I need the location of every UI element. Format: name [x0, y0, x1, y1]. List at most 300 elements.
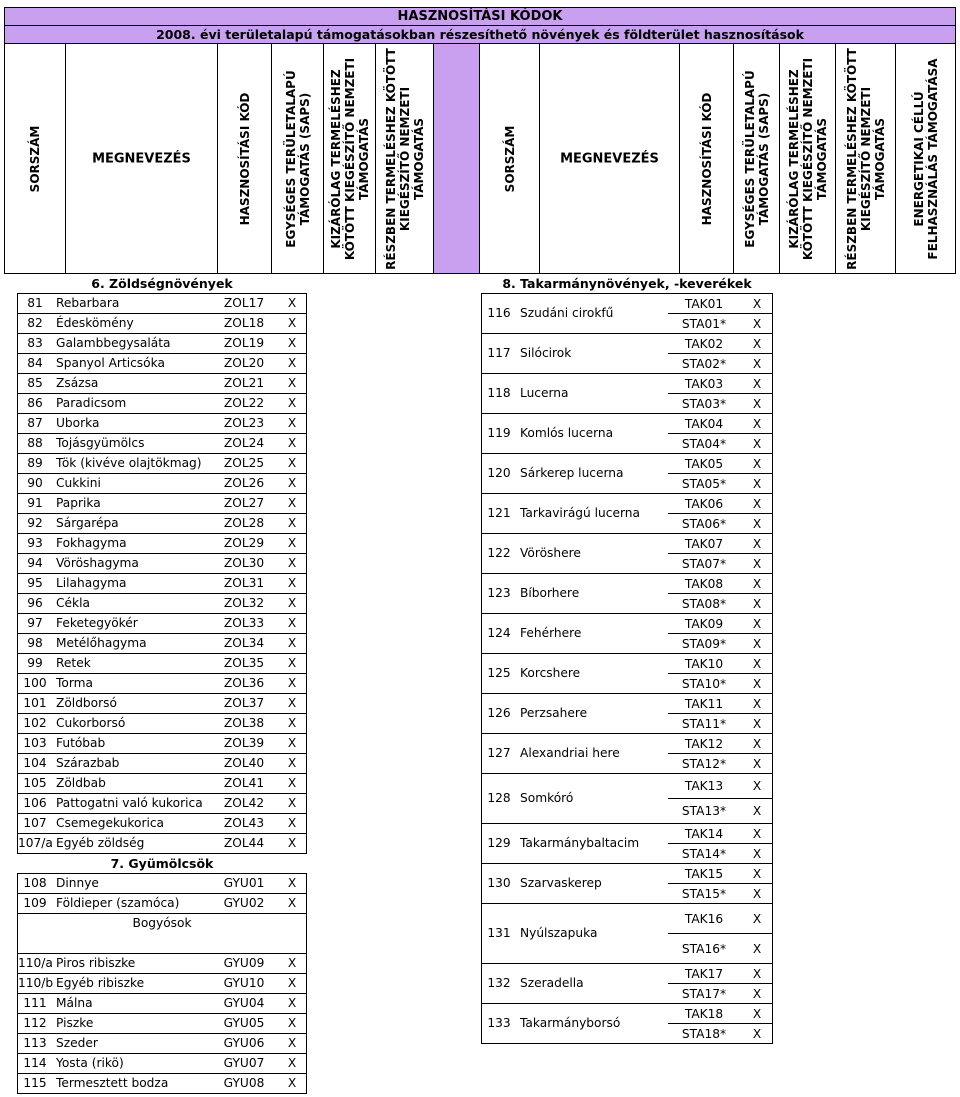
row-saps: X [752, 596, 762, 611]
row-number: 110/b [18, 976, 54, 990]
row-code: GYU10 [223, 976, 265, 990]
table-row [481, 694, 773, 734]
row-code: ZOL30 [223, 556, 265, 570]
table-row [17, 654, 307, 674]
row-name: Feketegyökér [56, 616, 138, 630]
table-row [17, 754, 307, 774]
row-code: TAK03 [684, 376, 724, 391]
row-code: ZOL21 [223, 376, 265, 390]
code-cell [668, 694, 772, 714]
row-name: Szeder [56, 1036, 98, 1050]
row-code: ZOL27 [223, 496, 265, 510]
table-row [17, 614, 307, 634]
table-row [17, 674, 307, 694]
row-code: ZOL38 [223, 716, 265, 730]
row-number: 96 [27, 596, 43, 610]
row-saps: X [287, 296, 297, 310]
row-name: Édeskömény [56, 316, 134, 330]
row-code: ZOL31 [223, 576, 265, 590]
row-saps: X [752, 966, 762, 981]
table-row [481, 774, 773, 824]
header-label: ENERGETIKAI CÉLLÚ FELHASZNÁLÁS TÁMOGATÁSA [911, 57, 940, 260]
row-saps: X [287, 1076, 297, 1090]
row-saps: X [287, 776, 297, 790]
row-number: 129 [487, 836, 511, 850]
row-number: 95 [27, 576, 43, 590]
row-number: 81 [27, 296, 43, 310]
row-name: Sárgarépa [56, 516, 119, 530]
table-row [17, 694, 307, 714]
table-row [17, 954, 307, 974]
row-code: GYU08 [223, 1076, 265, 1090]
row-number: 104 [23, 756, 47, 770]
row-saps: X [752, 756, 762, 771]
row-code: TAK16 [684, 911, 724, 926]
row-saps: X [752, 416, 762, 431]
code-cell [668, 354, 772, 374]
row-number: 106 [23, 796, 47, 810]
row-number: 131 [487, 926, 511, 940]
row-code: TAK06 [684, 496, 724, 511]
row-number: 122 [487, 546, 511, 560]
row-name: Takarmánybaltacim [520, 836, 640, 850]
row-code: GYU04 [223, 996, 265, 1010]
header-label: RÉSZBEN TERMELÉSHEZ KÖTÖTT KIEGÉSZÍTŐ NEMZETI TÁMOGATÁS [844, 47, 887, 270]
left-table [17, 274, 307, 1094]
row-code: TAK04 [684, 416, 724, 431]
row-saps: X [752, 911, 762, 926]
row-name: Sárkerep lucerna [520, 466, 624, 480]
row-number: 100 [23, 676, 47, 690]
code-cell [668, 534, 772, 554]
row-name: Korcshere [520, 666, 581, 680]
row-code: ZOL40 [223, 756, 265, 770]
table-row [481, 294, 773, 334]
row-name: Tojásgyümölcs [56, 436, 145, 450]
table-row [17, 894, 307, 914]
row-name: Fehérhere [520, 626, 582, 640]
header-cell [434, 44, 480, 274]
code-cell [668, 964, 772, 984]
row-saps: X [287, 436, 297, 450]
row-code: ZOL20 [223, 356, 265, 370]
row-name: Dinnye [56, 876, 99, 890]
table-row [481, 574, 773, 614]
row-saps: X [287, 1036, 297, 1050]
header-cell [680, 44, 734, 274]
row-code: STA15* [681, 886, 727, 901]
page-title-text: HASZNOSÍTÁSI KÓDOK [397, 9, 563, 24]
row-name: Galambbegysaláta [56, 336, 171, 350]
row-saps: X [752, 1026, 762, 1041]
row-number: 82 [27, 316, 43, 330]
row-number: 115 [23, 1076, 47, 1090]
row-saps: X [287, 996, 297, 1010]
row-code: STA13* [681, 804, 727, 818]
row-number: 102 [23, 716, 47, 730]
row-number: 84 [27, 356, 43, 370]
row-saps: X [287, 816, 297, 830]
header-label: SORSZÁM [502, 125, 517, 192]
row-saps: X [752, 941, 762, 956]
row-saps: X [752, 316, 762, 331]
row-name: Paradicsom [56, 396, 127, 410]
section-row [17, 854, 307, 874]
row-saps: X [287, 536, 297, 550]
row-code: TAK10 [684, 656, 724, 671]
row-code: ZOL37 [223, 696, 265, 710]
table-row [481, 414, 773, 454]
row-number: 120 [487, 466, 511, 480]
table-row [17, 334, 307, 354]
code-cell [668, 434, 772, 454]
row-name: Lucerna [520, 386, 569, 400]
code-cell [668, 1004, 772, 1024]
row-name: Cukkini [56, 476, 101, 490]
code-cell [668, 494, 772, 514]
table-row [481, 534, 773, 574]
code-cell [668, 454, 772, 474]
row-code: STA09* [681, 636, 727, 651]
row-number: 85 [27, 376, 43, 390]
table-row [17, 714, 307, 734]
row-code: TAK12 [684, 736, 724, 751]
row-saps: X [287, 696, 297, 710]
row-name: Torma [56, 676, 93, 690]
code-cell [668, 334, 772, 354]
row-saps: X [752, 846, 762, 861]
row-number: 124 [487, 626, 511, 640]
row-saps: X [287, 956, 297, 970]
row-saps: X [752, 736, 762, 751]
row-code: ZOL17 [223, 296, 265, 310]
row-number: 98 [27, 636, 43, 650]
code-cell [668, 984, 772, 1004]
table-row [17, 434, 307, 454]
row-name: Tök (kivéve olajtökmag) [56, 456, 202, 470]
row-code: ZOL24 [223, 436, 265, 450]
row-saps: X [287, 756, 297, 770]
table-row [17, 574, 307, 594]
row-number: 89 [27, 456, 43, 470]
row-saps: X [287, 576, 297, 590]
header-cell [896, 44, 956, 274]
row-name: Nyúlszapuka [520, 926, 598, 940]
row-code: TAK08 [684, 576, 724, 591]
row-code: ZOL23 [223, 416, 265, 430]
header-label: MEGNEVEZÉS [92, 151, 191, 166]
table-row [481, 374, 773, 414]
row-saps: X [287, 1056, 297, 1070]
row-name: Somkóró [520, 791, 574, 805]
row-name: Bíborhere [520, 586, 580, 600]
code-cell [668, 314, 772, 334]
row-number: 99 [27, 656, 43, 670]
table-row [17, 494, 307, 514]
row-name: Tarkavirágú lucerna [520, 506, 640, 520]
code-cell [668, 554, 772, 574]
header-cell [4, 44, 66, 274]
row-code: ZOL43 [223, 816, 265, 830]
table-row [17, 1014, 307, 1034]
table-row [17, 994, 307, 1014]
row-number: 132 [487, 976, 511, 990]
row-saps: X [752, 356, 762, 371]
table-row [17, 454, 307, 474]
row-saps: X [752, 456, 762, 471]
header-cell [272, 44, 324, 274]
code-cell [668, 594, 772, 614]
row-number: 113 [23, 1036, 47, 1050]
row-number: 133 [487, 1016, 511, 1030]
row-name: Pattogatni való kukorica [56, 796, 203, 810]
row-saps: X [752, 396, 762, 411]
table-row [17, 1034, 307, 1054]
table-row [481, 494, 773, 534]
table-row [17, 414, 307, 434]
code-cell [668, 654, 772, 674]
row-name: Csemegekukorica [56, 816, 165, 830]
table-row [481, 734, 773, 774]
row-code: STA07* [681, 556, 727, 571]
table-row [17, 1054, 307, 1074]
row-name: Lilahagyma [56, 576, 127, 590]
row-name: Egyéb zöldség [56, 836, 145, 850]
table-row [481, 864, 773, 904]
section-label: 6. Zöldségnövények [91, 276, 233, 291]
row-name: Uborka [56, 416, 100, 430]
row-number: 117 [487, 346, 511, 360]
row-number: 91 [27, 496, 43, 510]
code-cell [668, 294, 772, 314]
row-saps: X [287, 496, 297, 510]
header-cell [218, 44, 272, 274]
row-code: STA16* [681, 941, 727, 956]
header-cell [734, 44, 780, 274]
row-number: 92 [27, 516, 43, 530]
row-name: Retek [56, 656, 91, 670]
row-number: 121 [487, 506, 511, 520]
row-name: Zöldbab [56, 776, 106, 790]
row-name: Spanyol Articsóka [56, 356, 165, 370]
header-cell [480, 44, 540, 274]
table-row [17, 1074, 307, 1094]
row-name: Szeradella [520, 976, 584, 990]
header-cell [836, 44, 896, 274]
row-saps: X [752, 496, 762, 511]
row-saps: X [752, 779, 762, 793]
table-row [17, 594, 307, 614]
row-saps: X [287, 656, 297, 670]
section-row [17, 274, 307, 294]
row-code: GYU02 [223, 896, 265, 910]
row-code: GYU09 [223, 956, 265, 970]
row-name: Komlós lucerna [520, 426, 614, 440]
row-number: 127 [487, 746, 511, 760]
row-saps: X [752, 656, 762, 671]
row-saps: X [752, 376, 762, 391]
row-saps: X [752, 616, 762, 631]
row-name: Perzsahere [520, 706, 588, 720]
row-code: STA11* [681, 716, 727, 731]
row-code: ZOL41 [223, 776, 265, 790]
row-code: ZOL26 [223, 476, 265, 490]
row-code: STA03* [681, 396, 727, 411]
code-cell [668, 674, 772, 694]
right-table [481, 274, 773, 1044]
row-name: Takarmányborsó [520, 1016, 621, 1030]
row-name: Piros ribiszke [56, 956, 136, 970]
row-number: 87 [27, 416, 43, 430]
row-name: Cukorborsó [56, 716, 126, 730]
row-saps: X [752, 716, 762, 731]
code-cell [668, 394, 772, 414]
header-cell [324, 44, 376, 274]
page-subtitle [4, 25, 956, 44]
header-label: SORSZÁM [28, 125, 42, 192]
table-row [17, 974, 307, 994]
header-label: KIZÁRÓLAG TERMELÉSHEZ KÖTÖTT KIEGÉSZÍTŐ NEMZETI TÁMOGATÁS [328, 57, 371, 260]
table-row [17, 634, 307, 654]
row-name: Fokhagyma [56, 536, 127, 550]
row-number: 93 [27, 536, 43, 550]
row-saps: X [752, 536, 762, 551]
row-number: 123 [487, 586, 511, 600]
table-row [481, 904, 773, 964]
page-title [4, 7, 956, 26]
row-saps: X [752, 516, 762, 531]
row-saps: X [752, 826, 762, 841]
row-name: Rebarbara [56, 296, 120, 310]
row-name: Málna [56, 996, 93, 1010]
row-code: GYU05 [223, 1016, 265, 1030]
row-code: GYU07 [223, 1056, 265, 1070]
table-row [17, 394, 307, 414]
row-code: ZOL28 [223, 516, 265, 530]
row-code: ZOL42 [223, 796, 265, 810]
row-number: 112 [23, 1016, 47, 1030]
table-row [481, 824, 773, 864]
row-saps: X [287, 456, 297, 470]
row-code: TAK11 [684, 696, 724, 711]
row-name: Vöröshagyma [56, 556, 139, 570]
code-cell [668, 734, 772, 754]
row-code: STA12* [681, 756, 727, 771]
row-code: TAK05 [684, 456, 724, 471]
table-row [481, 334, 773, 374]
code-cell [668, 634, 772, 654]
row-code: ZOL19 [223, 336, 265, 350]
row-code: TAK18 [684, 1006, 724, 1021]
code-cell [668, 904, 772, 934]
row-name: Szárazbab [56, 756, 120, 770]
row-code: ZOL29 [223, 536, 265, 550]
section-label: 7. Gyümölcsök [110, 856, 214, 871]
row-code: TAK09 [684, 616, 724, 631]
row-code: TAK07 [684, 536, 724, 551]
row-name: Szudáni cirokfű [520, 306, 614, 320]
row-number: 88 [27, 436, 43, 450]
row-code: STA17* [681, 986, 727, 1001]
header-label: EGYSÉGES TERÜLETALAPÚ TÁMOGATÁS (SAPS) [742, 69, 771, 248]
row-name: Egyéb ribiszke [56, 976, 145, 990]
row-code: STA18* [681, 1026, 727, 1041]
row-number: 116 [487, 306, 511, 320]
table-row [481, 614, 773, 654]
row-saps: X [287, 596, 297, 610]
section-row [481, 274, 773, 294]
header-label: HASZNOSÍTÁSI KÓD [237, 92, 252, 225]
row-name: Yosta (rikö) [56, 1056, 124, 1070]
table-row [17, 874, 307, 894]
header-label: RÉSZBEN TERMELÉSHEZ KÖTÖTT KIEGÉSZÍTŐ NEMZETI TÁMOGATÁS [383, 47, 426, 270]
table-row [17, 554, 307, 574]
row-name: Termesztett bodza [56, 1076, 169, 1090]
row-code: STA04* [681, 436, 727, 451]
row-code: GYU01 [223, 876, 265, 890]
row-saps: X [287, 976, 297, 990]
row-saps: X [752, 986, 762, 1001]
row-saps: X [752, 296, 762, 311]
row-saps: X [287, 476, 297, 490]
code-cell [668, 374, 772, 394]
code-cell [668, 614, 772, 634]
row-number: 86 [27, 396, 43, 410]
row-name: Zsázsa [56, 376, 99, 390]
code-cell [668, 1024, 772, 1044]
header-label: KIZÁRÓLAG TERMELÉSHEZ KÖTÖTT KIEGÉSZÍTŐ NEMZETI TÁMOGATÁS [786, 57, 829, 260]
row-name: Vöröshere [520, 546, 581, 560]
row-code: ZOL34 [223, 636, 265, 650]
row-code: ZOL36 [223, 676, 265, 690]
row-saps: X [752, 336, 762, 351]
row-number: 125 [487, 666, 511, 680]
header-label: HASZNOSÍTÁSI KÓD [699, 92, 714, 225]
row-saps: X [752, 886, 762, 901]
code-cell [668, 934, 772, 964]
code-cell [668, 844, 772, 864]
row-saps: X [287, 316, 297, 330]
row-name: Zöldborsó [56, 696, 117, 710]
table-row [17, 774, 307, 794]
table-row [481, 1004, 773, 1044]
row-saps: X [752, 696, 762, 711]
row-code: ZOL44 [223, 836, 265, 850]
row-code: TAK01 [684, 296, 724, 311]
code-cell [668, 474, 772, 494]
row-number: 110/a [18, 956, 53, 970]
row-saps: X [287, 876, 297, 890]
row-code: ZOL35 [223, 656, 265, 670]
row-code: STA14* [681, 846, 727, 861]
table-row [17, 814, 307, 834]
row-saps: X [287, 636, 297, 650]
subsection-row [17, 914, 307, 954]
row-name: Metélőhagyma [56, 636, 147, 650]
row-number: 128 [487, 791, 511, 805]
table-row [17, 794, 307, 814]
code-cell [668, 884, 772, 904]
row-name: Paprika [56, 496, 101, 510]
code-cell [668, 414, 772, 434]
row-code: STA05* [681, 476, 727, 491]
row-saps: X [287, 1016, 297, 1030]
row-code: GYU06 [223, 1036, 265, 1050]
table-row [17, 374, 307, 394]
row-code: STA02* [681, 356, 727, 371]
subsection-label: Bogyósok [132, 916, 192, 930]
row-code: TAK17 [684, 966, 724, 981]
